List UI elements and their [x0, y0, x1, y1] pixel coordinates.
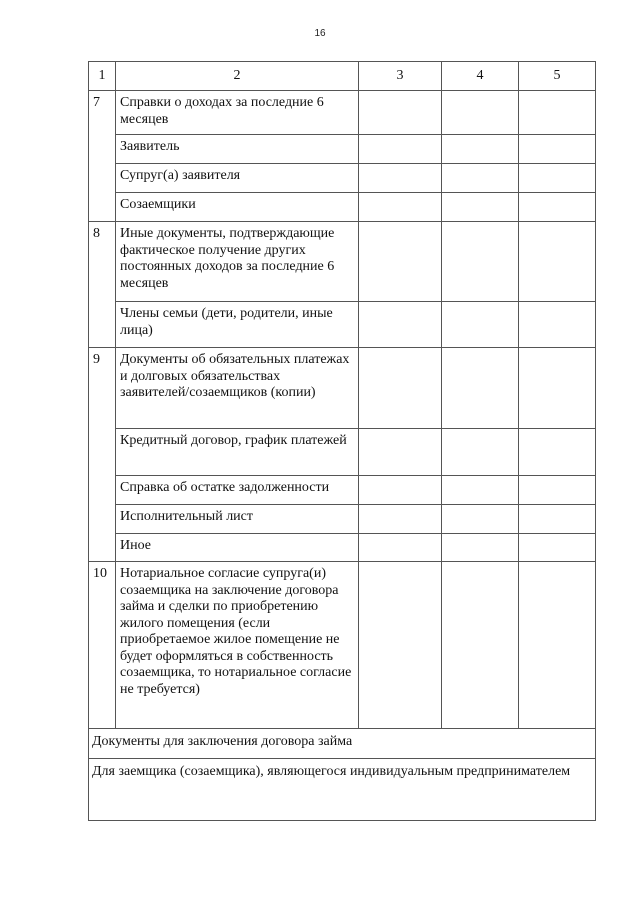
- blank-cell: [519, 302, 596, 348]
- table-row: [89, 562, 596, 729]
- row-text: Иные документы, подтверждающие фактическое получение других постоянных доходов за последние 6 месяцев: [116, 222, 359, 302]
- header-cell: 2: [116, 62, 359, 91]
- blank-cell: [359, 534, 442, 562]
- header-cell: 3: [359, 62, 442, 91]
- table-header-row: [89, 62, 596, 91]
- blank-cell: [442, 348, 519, 429]
- table-row: [89, 91, 596, 135]
- blank-cell: [442, 505, 519, 534]
- blank-cell: [442, 193, 519, 222]
- blank-cell: [359, 193, 442, 222]
- blank-cell: [359, 476, 442, 505]
- row-text: Исполнительный лист: [116, 505, 359, 534]
- row-text: Супруг(а) заявителя: [116, 164, 359, 193]
- blank-cell: [519, 476, 596, 505]
- section-title: Для заемщика (созаемщика), являющегося индивидуальным предпринимателем: [89, 759, 596, 821]
- table-row: [89, 302, 596, 348]
- row-number: 8: [89, 222, 116, 348]
- blank-cell: [519, 505, 596, 534]
- documents-table: [88, 61, 596, 821]
- blank-cell: [519, 193, 596, 222]
- blank-cell: [442, 91, 519, 135]
- blank-cell: [519, 348, 596, 429]
- row-text: Справка об остатке задолженности: [116, 476, 359, 505]
- blank-cell: [359, 164, 442, 193]
- blank-cell: [359, 135, 442, 164]
- table-row: [89, 505, 596, 534]
- blank-cell: [359, 505, 442, 534]
- table-row: [89, 348, 596, 429]
- row-text: Созаемщики: [116, 193, 359, 222]
- table-row: [89, 135, 596, 164]
- blank-cell: [442, 562, 519, 729]
- row-number: 7: [89, 91, 116, 222]
- row-number: 10: [89, 562, 116, 729]
- table-row: [89, 429, 596, 476]
- blank-cell: [442, 135, 519, 164]
- blank-cell: [519, 135, 596, 164]
- blank-cell: [359, 562, 442, 729]
- blank-cell: [442, 534, 519, 562]
- section-row: [89, 729, 596, 759]
- blank-cell: [442, 302, 519, 348]
- blank-cell: [519, 222, 596, 302]
- row-number: 9: [89, 348, 116, 562]
- blank-cell: [442, 222, 519, 302]
- table-row: [89, 164, 596, 193]
- blank-cell: [519, 164, 596, 193]
- row-text: Нотариальное согласие супруга(и) созаемщика на заключение договора займа и сделки по приобретению жилого помещения (если приобретаемое жилое помещение не будет оформляться в собственность созаемщика, то нотариальное согласие не требуется): [116, 562, 359, 729]
- blank-cell: [519, 91, 596, 135]
- blank-cell: [519, 562, 596, 729]
- blank-cell: [442, 429, 519, 476]
- table-row: [89, 534, 596, 562]
- blank-cell: [359, 429, 442, 476]
- section-title: Документы для заключения договора займа: [89, 729, 596, 759]
- page-number: 16: [314, 28, 326, 39]
- header-cell: 4: [442, 62, 519, 91]
- blank-cell: [442, 476, 519, 505]
- blank-cell: [359, 91, 442, 135]
- row-text: Справки о доходах за последние 6 месяцев: [116, 91, 359, 135]
- row-text: Документы об обязательных платежах и долговых обязательствах заявителей/созаемщиков (копии): [116, 348, 359, 429]
- table-row: [89, 193, 596, 222]
- row-text: Члены семьи (дети, родители, иные лица): [116, 302, 359, 348]
- row-text: Кредитный договор, график платежей: [116, 429, 359, 476]
- table-row: [89, 222, 596, 302]
- blank-cell: [359, 222, 442, 302]
- section-row: [89, 759, 596, 821]
- header-cell: 5: [519, 62, 596, 91]
- blank-cell: [519, 429, 596, 476]
- blank-cell: [519, 534, 596, 562]
- blank-cell: [359, 302, 442, 348]
- row-text: Иное: [116, 534, 359, 562]
- table-row: [89, 476, 596, 505]
- header-cell: 1: [89, 62, 116, 91]
- blank-cell: [359, 348, 442, 429]
- blank-cell: [442, 164, 519, 193]
- row-text: Заявитель: [116, 135, 359, 164]
